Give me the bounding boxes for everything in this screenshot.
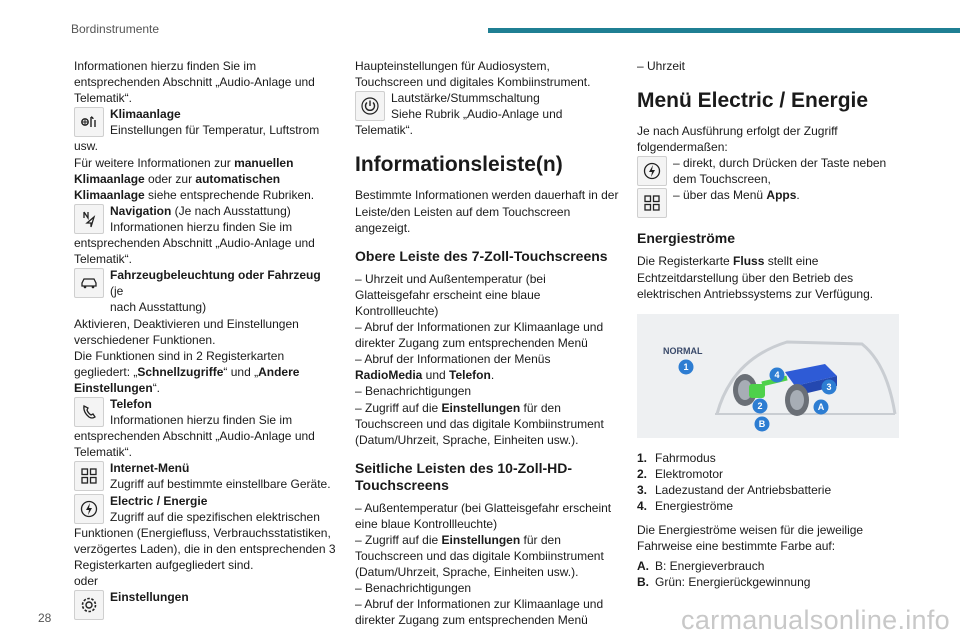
figure-mode-label: NORMAL xyxy=(663,345,703,356)
list-item: – Benachrichtigungen xyxy=(355,581,472,596)
entry-title: Klimaanlage xyxy=(110,107,181,122)
header-accent-bar xyxy=(488,28,960,33)
marker-label: 1 xyxy=(683,361,689,372)
entry-volume xyxy=(355,90,620,122)
paragraph: Die Funktionen sind in 2 Registerkarten gegliedert: „Schnellzugriffe“ und „Andere Einstellungen“. xyxy=(74,348,300,395)
column-middle xyxy=(355,58,620,629)
list-item: – Benachrichtigungen xyxy=(355,384,472,399)
entry-einstellungen xyxy=(74,589,336,620)
subsection-heading: Seitliche Leisten des 10-Zoll-HD-Touchscreens xyxy=(355,459,573,493)
list-item: A. B: Energieverbrauch xyxy=(637,559,765,574)
entry-title: Navigation xyxy=(110,203,172,218)
subsection-heading: Energieströme xyxy=(637,230,736,247)
marker-label: 2 xyxy=(757,400,763,411)
list-item: – Abruf der Informationen zur Klimaanlage und direkter Zugang zum entsprechenden Menü xyxy=(355,320,604,351)
entry-text: nach Ausstattung) xyxy=(110,300,207,315)
list-item: – Uhrzeit xyxy=(637,59,686,73)
access-option-apps xyxy=(637,187,901,218)
entry-title: Electric / Energie xyxy=(110,493,208,508)
subsection-heading: Obere Leiste des 7-Zoll-Touchscreens xyxy=(355,247,608,264)
energy-flow-figure xyxy=(637,314,899,438)
entry-klimaanlage xyxy=(74,106,336,138)
list-item: – Außentemperatur (bei Glatteisgefahr erscheint eine blaue Kontrollleuchte) xyxy=(355,500,612,531)
section-heading: Menü Electric / Energie xyxy=(637,89,869,113)
paragraph: Je nach Ausführung erfolgt der Zugriff folgendermaßen: xyxy=(637,124,838,155)
entry-telefon xyxy=(74,396,336,428)
page-number: 28 xyxy=(38,611,52,625)
entry-title: Fahrzeugbeleuchtung oder Fahrzeug xyxy=(110,268,321,283)
paragraph: Die Registerkarte Fluss stellt eine Echtzeitdarstellung über den Betrieb des elektrischen Antriebssystems zur Verfügung. xyxy=(637,254,874,301)
entry-text-cont: Telematik“. xyxy=(355,123,414,138)
entry-text-cont: usw. xyxy=(74,139,99,154)
entry-text: Lautstärke/Stummschaltung xyxy=(391,91,540,106)
bullet-list xyxy=(355,500,620,629)
entry-text: Siehe Rubrik „Audio-Anlage und xyxy=(391,107,563,122)
gear-icon xyxy=(74,590,104,620)
paragraph: Informationen hierzu finden Sie im entsprechenden Abschnitt „Audio-Anlage und Telematik“. xyxy=(74,59,315,106)
column-left xyxy=(74,58,336,620)
list-item: – Uhrzeit und Außentemperatur (bei Glatteisgefahr erscheint eine blaue Kontrollleuchte) xyxy=(355,271,546,318)
entry-text: Informationen hierzu finden Sie im xyxy=(110,219,293,234)
entry-text-cont: Aktivieren, Deaktivieren und Einstellungen verschiedener Funktionen. xyxy=(74,316,299,347)
list-item: B. Grün: Energierückgewinnung xyxy=(637,575,811,590)
navigation-arrow-icon xyxy=(74,204,104,234)
electric-bolt-icon xyxy=(74,494,104,524)
list-item: 2. Elektromotor xyxy=(637,466,724,481)
numbered-list xyxy=(637,450,901,514)
entry-fahrzeug: Fahrzeugbeleuchtung oder Fahrzeug (je nach Ausstattung) xyxy=(74,267,336,315)
entry-text-cont: entsprechenden Abschnitt „Audio-Anlage und Telematik“. xyxy=(74,236,315,267)
list-item: 3. Ladezustand der Antriebsbatterie xyxy=(637,482,832,497)
list-item: 1. Fahrmodus xyxy=(637,450,716,465)
entry-navigation: Navigation (Je nach Ausstattung) Informationen hierzu finden Sie im xyxy=(74,203,336,235)
entry-text: Zugriff auf bestimmte einstellbare Geräte. xyxy=(110,477,331,492)
list-item: – Abruf der Informationen zur Klimaanlage und direkter Zugang zum entsprechenden Menü xyxy=(355,597,604,628)
section-heading: Informationsleiste(n) xyxy=(355,153,563,177)
paragraph: oder xyxy=(74,574,99,588)
entry-title: Einstellungen xyxy=(110,590,189,605)
paragraph: Die Energieströme weisen für die jeweilige Fahrweise eine bestimmte Farbe auf: xyxy=(637,523,864,554)
entry-title: Telefon xyxy=(110,396,152,411)
list-item: – Zugriff auf die Einstellungen für den Touchscreen und das digitale Kombiinstrument (Datum/Uhrzeit, Sprache, Einheiten usw.). xyxy=(355,400,604,447)
paragraph: Haupteinstellungen für Audiosystem, Touchscreen und digitales Kombiinstrument. xyxy=(355,59,591,90)
paragraph: Für weitere Informationen zur manuellen Klimaanlage oder zur automatischen Klimaanlage siehe entsprechende Rubriken. xyxy=(74,155,315,202)
access-option-direct xyxy=(637,155,901,187)
entry-text-cont: entsprechenden Abschnitt „Audio-Anlage und Telematik“. xyxy=(74,429,315,460)
paragraph: Bestimmte Informationen werden dauerhaft in der Leiste/den Leisten auf dem Touchscreen angezeigt. xyxy=(355,188,619,235)
marker-label: B xyxy=(758,418,766,429)
electric-bolt-icon xyxy=(637,156,667,186)
marker-label: 3 xyxy=(826,381,832,392)
entry-title: Internet-Menü xyxy=(110,461,190,476)
entry-text-cont: Funktionen (Energiefluss, Verbrauchsstatistiken, verzögertes Laden), die in den entsprechenden 3 Registerkarten aufgegliedert sind. xyxy=(74,525,336,572)
car-icon xyxy=(74,268,104,298)
watermark: carmanualsonline.info xyxy=(681,605,950,635)
running-header-title: Bordinstrumente xyxy=(71,22,160,36)
list-item: – Abruf der Informationen der Menüs RadioMedia und Telefon. xyxy=(355,352,551,383)
entry-text: Einstellungen für Temperatur, Luftstrom xyxy=(110,123,320,138)
column-right xyxy=(637,58,901,591)
phone-icon xyxy=(74,397,104,427)
energy-flow-illustration xyxy=(637,314,899,438)
entry-electric xyxy=(74,493,336,525)
list-item: – direkt, durch Drücken der Taste neben dem Touchscreen, xyxy=(673,156,887,187)
list-item: 4. Energieströme xyxy=(637,499,734,514)
climate-fan-icon xyxy=(74,107,104,137)
entry-text: Zugriff auf die spezifischen elektrischen xyxy=(110,509,320,524)
entry-internet xyxy=(74,460,336,492)
apps-grid-icon xyxy=(74,461,104,491)
list-item: – Zugriff auf die Einstellungen für den Touchscreen und das digitale Kombiinstrument (Datum/Uhrzeit, Sprache, Einheiten usw.). xyxy=(355,532,604,580)
lettered-list xyxy=(637,558,901,590)
apps-grid-icon xyxy=(637,188,667,218)
entry-text: Informationen hierzu finden Sie im xyxy=(110,413,293,428)
marker-label: 4 xyxy=(774,369,780,380)
bullet-list xyxy=(355,271,620,448)
power-volume-icon xyxy=(355,91,385,121)
marker-label: A xyxy=(817,401,825,412)
list-item: – über das Menü Apps. xyxy=(673,188,800,203)
